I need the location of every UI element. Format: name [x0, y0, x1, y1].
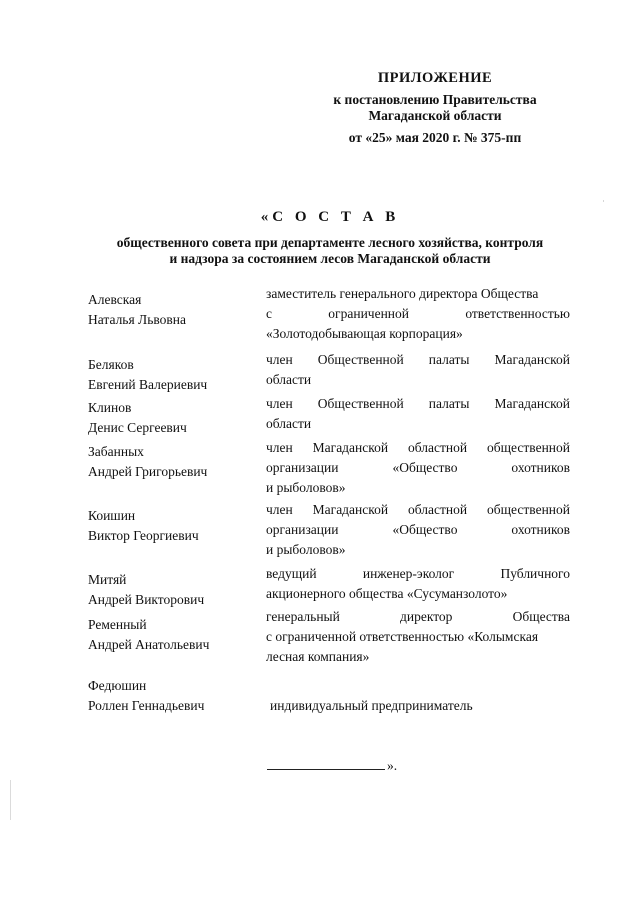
member-role-line: области [266, 416, 312, 431]
member-role-line: член Магаданской областной общественной [266, 502, 570, 517]
appendix-title: ПРИЛОЖЕНИЕ [377, 70, 493, 86]
appendix-line-2: Магаданской области [368, 108, 502, 123]
member-role-line: генеральный директор Общества [266, 609, 570, 624]
member-role-line: ведущий инженер-эколог Публичного [266, 566, 570, 581]
appendix-line-1: к постановлению Правительства [333, 92, 537, 107]
member-role-line: организации «Общество охотников [266, 522, 570, 537]
composition-subtitle-line-2: и надзора за состоянием лесов Магаданской области [169, 251, 491, 266]
closing-rule [267, 761, 385, 770]
closing-mark [267, 758, 397, 774]
member-role-line: член Общественной палаты Магаданской [266, 352, 570, 367]
member-role-line: заместитель генерального директора Общества [266, 286, 539, 301]
member-given-name: Роллен Геннадьевич [88, 698, 205, 713]
member-role-line: «Золотодобывающая корпорация» [266, 326, 463, 341]
composition-title: «С О С Т А В [260, 209, 400, 225]
composition-subtitle-line-1: общественного совета при департаменте лесного хозяйства, контроля [116, 235, 544, 250]
member-role-line: член Магаданской областной общественной [266, 440, 570, 455]
closing-quote: ». [387, 758, 398, 773]
member-role-line: и рыболовов» [266, 542, 346, 557]
scan-artifact [603, 200, 604, 202]
member-role [266, 500, 570, 560]
member-role-line: с ограниченной ответственностью [266, 306, 570, 321]
member-given-name: Денис Сергеевич [88, 420, 187, 435]
member-surname: Ременный [88, 617, 147, 632]
member-role [266, 564, 570, 604]
composition-heading [60, 208, 600, 267]
member-role-line: области [266, 372, 312, 387]
member-role-line: с ограниченной ответственностью «Колымская [266, 629, 539, 644]
member-given-name: Виктор Георгиевич [88, 528, 199, 543]
member-role [266, 676, 570, 716]
member-role [266, 350, 570, 390]
member-surname: Коишин [88, 508, 136, 523]
member-surname: Митяй [88, 572, 127, 587]
member-role-line: член Общественной палаты Магаданской [266, 396, 570, 411]
member-given-name: Евгений Валериевич [88, 377, 208, 392]
member-surname: Забанных [88, 444, 144, 459]
member-surname: Беляков [88, 357, 134, 372]
member-role-line: лесная компания» [266, 649, 370, 664]
member-role [266, 607, 570, 667]
scan-artifact [10, 780, 11, 820]
appendix-block [300, 70, 570, 146]
member-role-line [266, 676, 570, 696]
member-surname: Федюшин [88, 678, 147, 693]
member-given-name: Андрей Викторович [88, 592, 205, 607]
member-role [266, 284, 570, 344]
member-role [266, 438, 570, 498]
member-given-name: Наталья Львовна [88, 312, 186, 327]
member-role-line: и рыболовов» [266, 480, 346, 495]
member-surname: Алевская [88, 292, 142, 307]
member-given-name: Андрей Анатольевич [88, 637, 210, 652]
member-role-line: организации «Общество охотников [266, 460, 570, 475]
member-role-line: акционерного общества «Сусуманзолото» [266, 586, 508, 601]
appendix-date-number: от «25» мая 2020 г. № 375-пп [348, 130, 522, 145]
member-role-line: индивидуальный предприниматель [270, 698, 473, 713]
member-given-name: Андрей Григорьевич [88, 464, 208, 479]
member-role [266, 394, 570, 434]
member-surname: Клинов [88, 400, 132, 415]
